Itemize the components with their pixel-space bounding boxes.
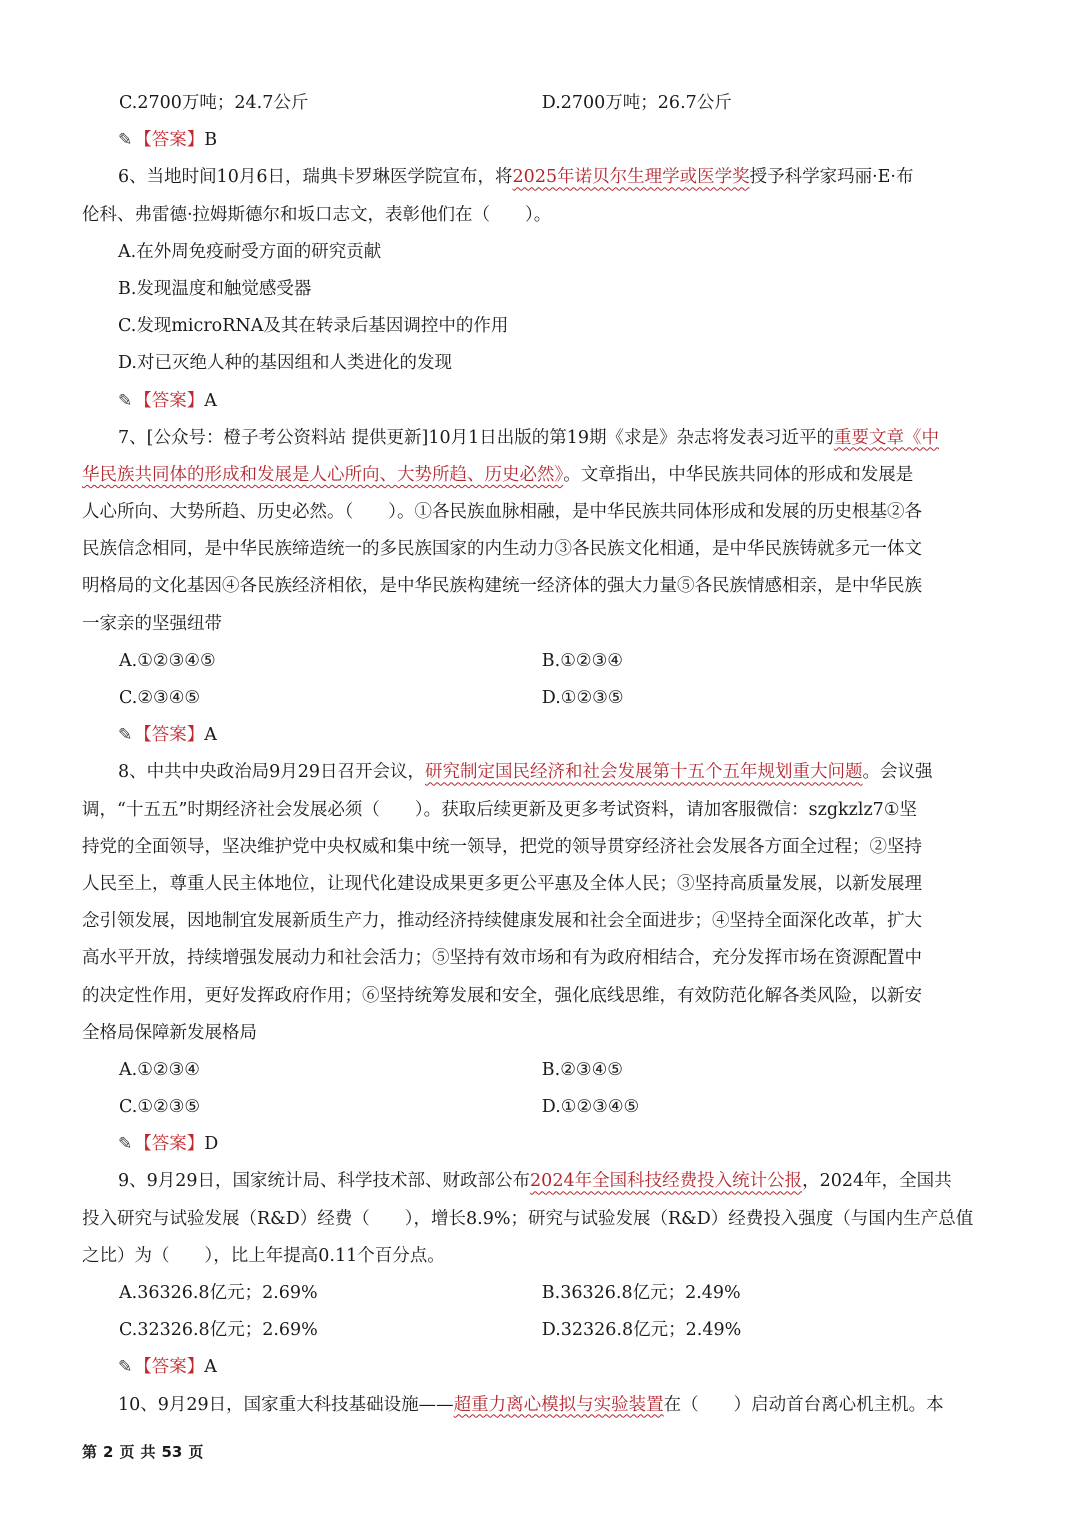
- total-pages: 53: [161, 1443, 183, 1461]
- footer-ye2: 页: [188, 1443, 204, 1461]
- q8-option-c: C.①②③⑤: [119, 1097, 201, 1118]
- q9-options-cd: [82, 1312, 1000, 1349]
- q9-stem-line-1: [82, 1163, 1000, 1200]
- answer-value: D: [204, 1134, 219, 1155]
- q7-answer: [82, 717, 1000, 754]
- footer-ye: 页: [119, 1443, 135, 1461]
- pencil-icon: ✎: [118, 390, 133, 411]
- q8-text: 8、中共中央政治局9月29日召开会议，: [118, 762, 426, 783]
- q9-answer: [82, 1349, 1000, 1386]
- q7-stem-line-3: 人心所向、大势所趋、历史必然。（ ）。①各民族血脉相融，是中华民族共同体形成和发展的历史根基②各: [82, 502, 922, 523]
- pencil-icon: ✎: [118, 1357, 133, 1378]
- q8-stem-line-3: 持党的全面领导，坚决维护党中央权威和集中统一领导，把党的领导贯穿经济社会发展各方面全过程；②坚持: [82, 836, 922, 857]
- document-page: [82, 85, 1000, 1424]
- q8-option-a: A.①②③④: [119, 1059, 200, 1080]
- q9-options-ab: [82, 1275, 1000, 1312]
- page-number: 2: [103, 1443, 114, 1461]
- q8-option-d: D.①②③④⑤: [541, 1097, 640, 1118]
- q8-text: 。会议强: [862, 762, 933, 783]
- q8-stem-line-2: 调，“十五五”时期经济社会发展必须（ ）。获取后续更新及更多考试资料，请加客服微信：szgkzlz7①坚: [82, 799, 918, 820]
- q8-stem-line-7: 的决定性作用，更好发挥政府作用；⑥坚持统筹发展和安全，强化底线思维，有效防范化解各类风险，以新安: [82, 985, 922, 1006]
- q5-answer: [82, 122, 1000, 159]
- answer-label: 【答案】: [134, 130, 205, 151]
- answer-label: 【答案】: [134, 390, 205, 411]
- q7-options-ab: [82, 643, 1000, 680]
- q9-option-d: D.32326.8亿元；2.49%: [541, 1320, 742, 1341]
- footer-gong: 共: [140, 1443, 156, 1461]
- q9-highlight: 2024年全国科技经费投入统计公报: [530, 1171, 803, 1192]
- q6-stem-line-2: 伦科、弗雷德·拉姆斯德尔和坂口志文，表彰他们在（ ）。: [82, 204, 552, 225]
- q9-option-b: B.36326.8亿元；2.49%: [541, 1283, 741, 1303]
- q9-option-a: A.36326.8亿元；2.69%: [119, 1283, 318, 1303]
- q5-option-d: D.2700万吨；26.7公斤: [541, 93, 732, 113]
- q8-stem-line-8: 全格局保障新发展格局: [82, 1022, 257, 1043]
- q7-stem-line-5: 明格局的文化基因④各民族经济相依，是中华民族构建统一经济体的强大力量⑤各民族情感相亲，是中华民族: [82, 576, 922, 597]
- q7-option-c: C.②③④⑤: [119, 688, 201, 708]
- q7-text: 。文章指出，中华民族共同体的形成和发展是: [563, 464, 914, 485]
- answer-value: B: [204, 130, 218, 151]
- q7-option-d: D.①②③⑤: [541, 688, 624, 708]
- q10-highlight: 超重力离心模拟与实验装置: [453, 1394, 664, 1415]
- q5-options-cd: [82, 85, 1000, 122]
- q8-option-b: B.②③④⑤: [541, 1059, 623, 1080]
- answer-value: A: [204, 1357, 217, 1378]
- q9-option-c: C.32326.8亿元；2.69%: [119, 1320, 318, 1341]
- q6-text: 授予科学家玛丽·E·布: [749, 167, 914, 188]
- q7-highlight: 华民族共同体的形成和发展是人心所向、大势所趋、历史必然》: [82, 464, 564, 485]
- q7-stem-line-4: 民族信念相同，是中华民族缔造统一的多民族国家的内生动力③各民族文化相通，是中华民族铸就多元一体文: [82, 539, 922, 560]
- page-footer: [82, 1441, 209, 1462]
- pencil-icon: ✎: [118, 1134, 133, 1155]
- q7-options-cd: [82, 680, 1000, 717]
- q9-text: ，2024年，全国共: [802, 1171, 952, 1192]
- q8-stem-line-4: 人民至上，尊重人民主体地位，让现代化建设成果更多更公平惠及全体人民；③坚持高质量发展，以新发展理: [82, 873, 922, 894]
- q8-options-cd: [82, 1089, 1000, 1126]
- q6-text: 6、当地时间10月6日，瑞典卡罗琳医学院宣布，将: [118, 167, 513, 188]
- q6-highlight: 2025年诺贝尔生理学或医学奖: [512, 167, 750, 188]
- answer-label: 【答案】: [134, 1357, 205, 1378]
- q6-option-d: D.对已灭绝人种的基因组和人类进化的发现: [118, 353, 452, 374]
- q6-option-a: A.在外周免疫耐受方面的研究贡献: [118, 241, 382, 262]
- q8-options-ab: [82, 1052, 1000, 1089]
- q9-text: 9、9月29日，国家统计局、科学技术部、财政部公布: [118, 1171, 531, 1192]
- pencil-icon: ✎: [118, 725, 133, 746]
- answer-value: A: [204, 725, 217, 746]
- q6-option-c: C.发现microRNA及其在转录后基因调控中的作用: [118, 316, 509, 337]
- q8-highlight: 研究制定国民经济和社会发展第十五个五年规划重大问题: [425, 762, 863, 783]
- q10-text: 10、9月29日，国家重大科技基础设施——: [118, 1394, 454, 1415]
- q8-stem-line-5: 念引领发展，因地制宜发展新质生产力，推动经济持续健康发展和社会全面进步；④坚持全面深化改革，扩大: [82, 911, 922, 932]
- q10-text: 在（ ）启动首台离心机主机。本: [663, 1394, 944, 1415]
- q7-text: 7、[公众号：橙子考公资料站 提供更新]10月1日出版的第19期《求是》杂志将发表习近平的: [118, 427, 835, 448]
- answer-label: 【答案】: [134, 1134, 205, 1155]
- q7-stem-line-2: [82, 457, 1000, 494]
- answer-label: 【答案】: [134, 725, 205, 746]
- q5-option-c: C.2700万吨；24.7公斤: [119, 93, 309, 113]
- q6-answer: [82, 383, 1000, 420]
- q8-stem-line-6: 高水平开放，持续增强发展动力和社会活力；⑤坚持有效市场和有为政府相结合，充分发挥市场在资源配置中: [82, 948, 922, 969]
- q7-option-b: B.①②③④: [541, 650, 623, 671]
- q7-highlight: 重要文章《中: [834, 427, 940, 448]
- q8-answer: [82, 1126, 1000, 1163]
- pencil-icon: ✎: [118, 130, 133, 151]
- q7-stem-line-1: [82, 420, 1000, 457]
- q9-stem-line-3: 之比）为（ ），比上年提高0.11个百分点。: [82, 1245, 445, 1266]
- q9-stem-line-2: 投入研究与试验发展（R&D）经费（ ），增长8.9%；研究与试验发展（R&D）经费投入强度（与国内生产总值: [82, 1208, 974, 1229]
- answer-value: A: [204, 390, 217, 411]
- footer-di: 第: [82, 1443, 98, 1461]
- q7-option-a: A.①②③④⑤: [119, 650, 216, 671]
- q6-option-b: B.发现温度和触觉感受器: [118, 278, 312, 299]
- q7-stem-line-6: 一家亲的坚强纽带: [82, 613, 222, 634]
- q10-stem-line-1: [82, 1387, 1000, 1424]
- q8-stem-line-1: [82, 754, 1000, 791]
- q6-stem-line-1: [82, 159, 1000, 196]
